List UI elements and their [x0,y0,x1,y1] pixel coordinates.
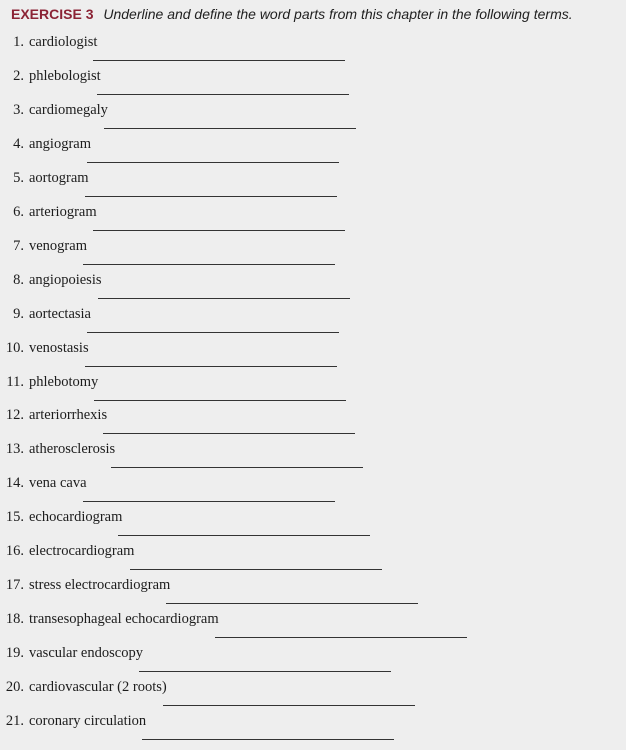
item-term: stress electrocardiogram [29,577,171,594]
list-item [0,610,626,644]
item-number: 5. [13,169,24,186]
answer-line[interactable] [97,94,349,95]
answer-line[interactable] [163,705,415,706]
item-term: aortectasia [29,305,91,322]
item-number: 21. [5,713,24,729]
list-item [0,678,626,712]
list-item [0,406,626,440]
item-term: cardiovascular (2 roots) [29,679,167,696]
item-term: coronary circulation [29,713,147,729]
item-term: phlebotomy [29,373,99,390]
list-item [0,33,626,67]
list-item [0,712,626,746]
item-number: 1. [13,34,24,50]
item-term: electrocardiogram [29,543,135,560]
exercise-label: EXERCISE 3 [11,6,94,22]
item-term: arteriogram [29,203,97,220]
list-item [0,474,626,508]
item-term: arteriorrhexis [29,407,108,424]
item-number: 2. [13,67,24,84]
item-number: 20. [5,679,24,696]
item-term: echocardiogram [29,509,123,526]
item-number: 19. [5,645,24,662]
answer-line[interactable] [85,196,337,197]
answer-line[interactable] [93,230,345,231]
item-term: aortogram [29,169,89,186]
list-item [0,305,626,339]
list-item [0,169,626,203]
list-item [0,576,626,610]
answer-line[interactable] [83,264,335,265]
list-item [0,373,626,407]
answer-line[interactable] [87,332,339,333]
item-number: 9. [13,305,24,322]
answer-line[interactable] [98,298,350,299]
item-number: 8. [13,271,24,288]
answer-line[interactable] [118,535,370,536]
item-number: 13. [5,441,24,458]
item-number: 6. [13,203,24,220]
answer-line[interactable] [103,433,355,434]
list-item [0,67,626,101]
exercise-instruction: Underline and define the word parts from this chapter in the following terms. [103,6,573,22]
answer-line[interactable] [130,569,382,570]
list-item [0,644,626,678]
item-number: 4. [13,135,24,152]
answer-line[interactable] [111,467,363,468]
item-number: 12. [5,407,24,424]
list-item [0,203,626,237]
item-term: venogram [29,237,87,254]
item-number: 15. [5,509,24,526]
answer-line[interactable] [94,400,346,401]
item-number: 17. [5,577,24,594]
item-term: atherosclerosis [29,441,116,458]
item-term: angiopoiesis [29,271,102,288]
list-item [0,339,626,373]
answer-line[interactable] [87,162,339,163]
answer-line[interactable] [142,739,394,740]
list-item [0,135,626,169]
item-number: 18. [5,611,24,628]
answer-line[interactable] [215,637,467,638]
answer-line[interactable] [85,366,337,367]
list-item [0,237,626,271]
answer-line[interactable] [139,671,391,672]
item-number: 16. [5,543,24,560]
list-item [0,440,626,474]
item-term: cardiomegaly [29,101,108,118]
item-term: phlebologist [29,67,101,84]
answer-line[interactable] [83,501,335,502]
item-number: 11. [6,373,24,390]
list-item [0,508,626,542]
list-item [0,101,626,135]
item-term: angiogram [29,135,92,152]
list-item [0,542,626,576]
item-term: cardiologist [29,34,98,50]
item-term: transesophageal echocardiogram [29,611,219,628]
item-number: 14. [5,475,24,492]
item-term: venostasis [29,339,89,356]
item-number: 7. [13,237,24,254]
item-number: 3. [13,101,24,118]
item-term: vascular endoscopy [29,645,143,662]
item-number: 10. [5,339,24,356]
item-term: vena cava [29,475,87,492]
list-item [0,271,626,305]
answer-line[interactable] [166,603,418,604]
answer-line[interactable] [104,128,356,129]
answer-line[interactable] [93,60,345,61]
